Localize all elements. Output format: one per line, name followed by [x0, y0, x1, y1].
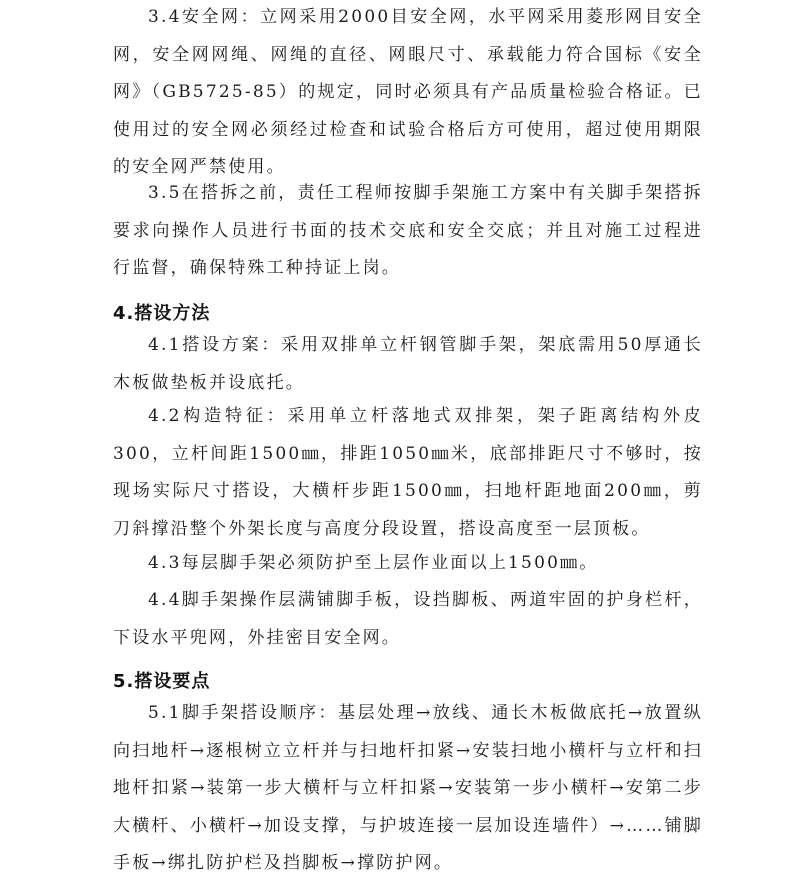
- paragraph-4-4: 4.4脚手架操作层满铺脚手板，设挡脚板、两道牢固的护身栏杆，下设水平兜网，外挂密目安全网。: [113, 590, 703, 648]
- section-heading-4: 4.搭设方法: [113, 303, 211, 324]
- paragraph-5-1: 5.1脚手架搭设顺序：基层处理→放线、通长木板做底托→放置纵向扫地杆→逐根树立立杆并与扫地杆扣紧→安装扫地小横杆与立杆和扫地杆扣紧→装第一步大横杆与立杆扣紧→安装第一步小横杆→安第二步大横杆、小横杆→加设支撑，与护坡连接一层加设连墙件）→……铺脚手板→绑扎防护栏及挡脚板→撑防护网。: [113, 703, 703, 873]
- section-heading-5: 5.搭设要点: [113, 671, 211, 692]
- paragraph-3-5: 3.5在搭拆之前，责任工程师按脚手架施工方案中有关脚手架搭拆要求向操作人员进行书面的技术交底和安全交底；并且对施工过程进行监督，确保特殊工种持证上岗。: [113, 183, 703, 278]
- paragraph-4-2: 4.2构造特征：采用单立杆落地式双排架，架子距离结构外皮300，立杆间距1500㎜，排距1050㎜米，底部排距尺寸不够时，按现场实际尺寸搭设，大横杆步距1500㎜，扫地杆距地面200㎜，剪刀斜撑沿整个外架长度与高度分段设置，搭设高度至一层顶板。: [113, 406, 703, 539]
- paragraph-4-1: 4.1搭设方案：采用双排单立杆钢管脚手架，架底需用50厚通长木板做垫板并设底托。: [113, 335, 703, 393]
- paragraph-3-4: 3.4安全网：立网采用2000目安全网，水平网采用菱形网目安全网，安全网网绳、网绳的直径、网眼尺寸、承载能力符合国标《安全网》（GB5725-85）的规定，同时必须具有产品质量检验合格证。已使用过的安全网必须经过检查和试验合格后方可使用，超过使用期限的安全网严禁使用。: [113, 7, 703, 177]
- paragraph-4-3: 4.3每层脚手架必须防护至上层作业面以上1500㎜。: [148, 553, 599, 573]
